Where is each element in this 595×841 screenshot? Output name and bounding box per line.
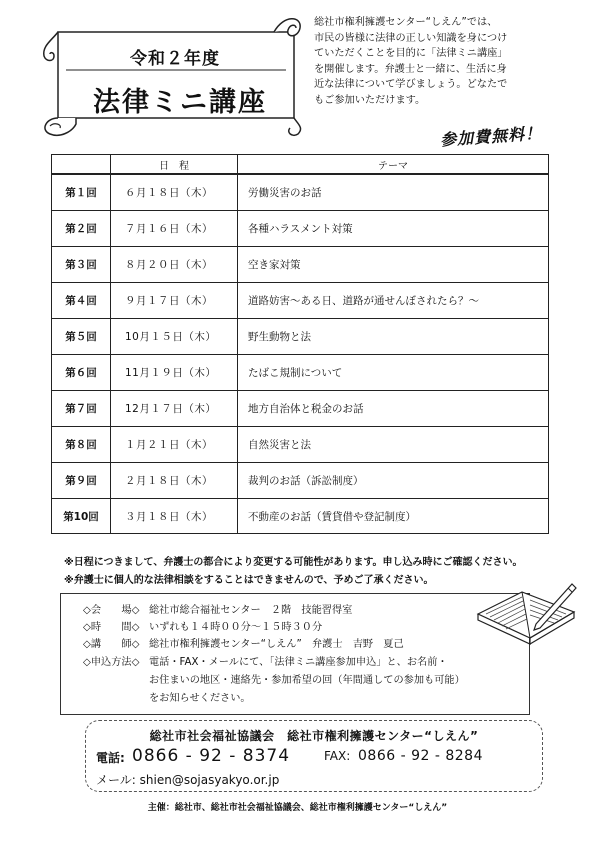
session-theme: 各種ハラスメント対策 [238,211,549,247]
session-date: ７月１６日（木） [111,211,238,247]
phone-fax-row [96,746,536,766]
schedule-change-note: ※日程につきまして、弁護士の都合により変更する可能性があります。申し込み時にご確認ください。 [64,557,523,568]
session-number: 第４回 [52,283,111,319]
fax-label: FAX: [324,749,351,763]
event-info-box [60,593,530,715]
table-row [52,174,549,211]
intro-line: ていただくことを目的に「法律ミニ講座」 [314,48,508,59]
sponsor-line: 主催：総社市、総社市社会福祉協議会、総社市権利擁護センター“しえん” [147,803,448,813]
lecturer-label: ◇講 師◇ [83,639,140,650]
session-theme: 地方自治体と税金のお話 [238,391,549,427]
table-row [52,427,549,463]
session-theme: 野生動物と法 [238,319,549,355]
scroll-banner [36,10,306,140]
email-label: メール: [96,773,136,787]
session-date: 12月１７日（木） [111,391,238,427]
notebook-pencil-icon [470,574,580,652]
session-date: ３月１８日（木） [111,499,238,534]
table-row [52,211,549,247]
header-date: 日 程 [111,155,238,175]
table-row [52,355,549,391]
session-theme: 労働災害のお話 [238,174,549,211]
intro-text [314,15,572,108]
phone-label: 電話: [96,751,125,765]
session-date: ８月２０日（木） [111,247,238,283]
organization-name: 総社市社会福祉協議会 総社市権利擁護センター“しえん” [149,729,479,743]
table-row [52,319,549,355]
intro-line: を開催します。弁護士と一緒に、生活に身 [314,63,507,75]
session-number: 第７回 [52,391,111,427]
apply-line: をお知らせください。 [149,693,251,704]
session-date: １月２１日（木） [111,427,238,463]
table-header-row [52,155,549,175]
apply-label: ◇申込方法◇ [83,657,140,668]
session-theme: 裁判のお話（訴訟制度） [238,463,549,499]
consultation-note: ※弁護士に個人的な法律相談をすることはできませんので、予めご了承ください。 [64,575,434,586]
contact-box [85,720,543,792]
intro-line: もご参加いただけます。 [314,94,426,106]
session-theme: 空き家対策 [238,247,549,283]
session-date: ２月１８日（木） [111,463,238,499]
session-theme: たばこ規制について [238,355,549,391]
apply-line: 電話・FAX・メールにて、「法律ミニ講座参加申込」と、お名前・ [149,657,448,668]
email-row [96,771,279,788]
venue-label: ◇会 場◇ [83,605,140,616]
session-theme: 道路妨害～ある日、道路が通せんぼされたら？～ [238,283,549,319]
time-value: いずれも１４時００分～１５時３０分 [149,622,323,633]
table-row [52,391,549,427]
free-admission-label: 参加費無料！ [439,123,543,150]
time-label: ◇時 間◇ [83,622,140,633]
session-date: ６月１８日（木） [111,174,238,211]
table-row [52,283,549,319]
table-row [52,463,549,499]
session-number: 第10回 [52,499,111,534]
email-address: shien@sojasyakyo.or.jp [139,773,280,787]
venue-value: 総社市総合福祉センター ２階 技能習得室 [149,605,353,616]
page-title: 法律ミニ講座 [93,87,267,118]
session-number: 第９回 [52,463,111,499]
session-date: 11月１９日（木） [111,355,238,391]
intro-line: 総社市権利擁護センター“しえん”では、 [314,17,498,28]
era-year: 令和２年度 [130,49,220,69]
phone-number: 0866 - 92 - 8374 [132,746,291,766]
intro-line: 市民の皆様に法律の正しい知識を身につけ [314,32,508,44]
session-number: 第８回 [52,427,111,463]
lecturer-value: 総社市権利擁護センター“しえん” 弁護士 吉野 夏己 [149,639,404,650]
session-number: 第２回 [52,211,111,247]
table-row [52,499,549,534]
table-row [52,247,549,283]
session-number: 第３回 [52,247,111,283]
session-number: 第５回 [52,319,111,355]
apply-line: お住まいの地区・連絡先・参加希望の回（年間通しての参加も可能） [149,675,465,686]
session-number: 第１回 [52,174,111,211]
session-theme: 不動産のお話（賃貸借や登記制度） [238,499,549,534]
intro-line: 近な法律について学びましょう。どなたで [314,79,508,90]
session-theme: 自然災害と法 [238,427,549,463]
session-date: ９月１７日（木） [111,283,238,319]
session-number: 第６回 [52,355,111,391]
session-date: 10月１５日（木） [111,319,238,355]
fax-number: 0866 - 92 - 8284 [358,748,483,764]
schedule-table [51,154,549,534]
header-num [52,155,111,175]
header-theme: テーマ [238,155,549,175]
